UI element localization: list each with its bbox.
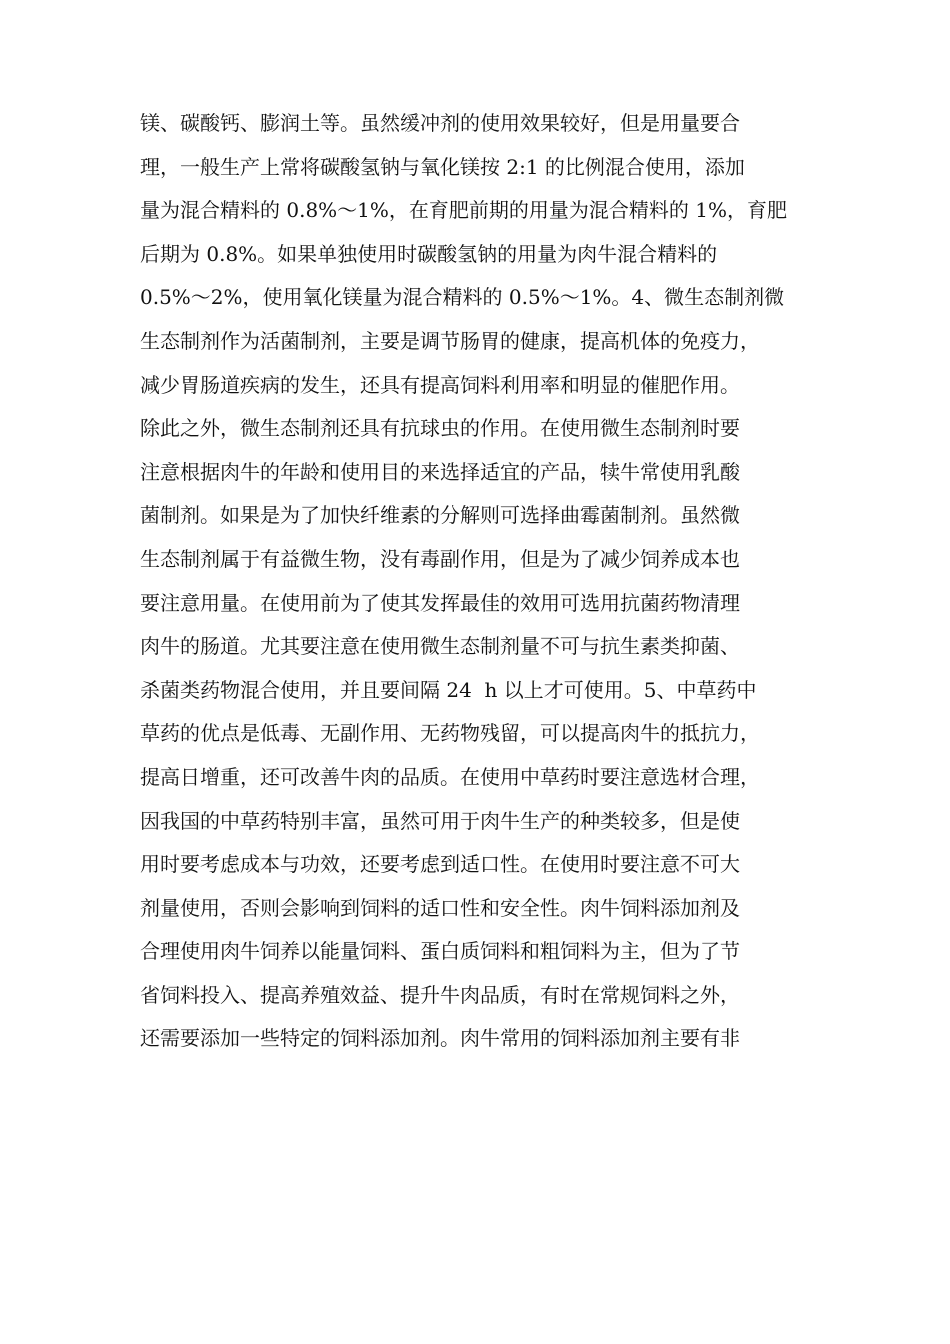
text-line: 省饲料投入、提高养殖效益、提升牛肉品质，有时在常规饲料之外，	[140, 982, 740, 1007]
text-line: 量为混合精料的 0.8%～1%，在育肥前期的用量为混合精料的 1%，育肥	[140, 198, 787, 223]
text-line: 杀菌类药物混合使用，并且要间隔 24 h 以上才可使用。5、中草药中	[140, 677, 757, 702]
text-line: 注意根据肉牛的年龄和使用目的来选择适宜的产品，犊牛常使用乳酸	[140, 459, 740, 484]
text-line: 肉牛的肠道。尤其要注意在使用微生态制剂量不可与抗生素类抑菌、	[140, 634, 740, 659]
text-line: 除此之外，微生态制剂还具有抗球虫的作用。在使用微生态制剂时要	[140, 416, 740, 441]
text-line: 0.5%～2%，使用氧化镁量为混合精料的 0.5%～1%。4、微生态制剂微	[140, 285, 785, 310]
text-line: 理，一般生产上常将碳酸氢钠与氧化镁按 2:1 的比例混合使用，添加	[140, 154, 745, 179]
text-line: 还需要添加一些特定的饲料添加剂。肉牛常用的饲料添加剂主要有非	[140, 1026, 740, 1051]
text-line: 因我国的中草药特别丰富，虽然可用于肉牛生产的种类较多，但是使	[140, 808, 740, 833]
text-line: 剂量使用，否则会影响到饲料的适口性和安全性。肉牛饲料添加剂及	[140, 895, 740, 920]
text-line: 生态制剂属于有益微生物，没有毒副作用，但是为了减少饲养成本也	[140, 546, 740, 571]
text-line: 减少胃肠道疾病的发生，还具有提高饲料利用率和明显的催肥作用。	[140, 372, 740, 397]
text-line: 后期为 0.8%。如果单独使用时碳酸氢钠的用量为肉牛混合精料的	[140, 241, 718, 266]
text-line: 生态制剂作为活菌制剂，主要是调节肠胃的健康，提高机体的免疫力，	[140, 328, 760, 353]
body-text	[140, 102, 840, 1061]
text-line: 合理使用肉牛饲养以能量饲料、蛋白质饲料和粗饲料为主，但为了节	[140, 939, 740, 964]
text-line: 镁、碳酸钙、膨润土等。虽然缓冲剂的使用效果较好，但是用量要合	[140, 111, 740, 135]
text-line: 草药的优点是低毒、无副作用、无药物残留，可以提高肉牛的抵抗力，	[140, 721, 760, 746]
text-line: 用时要考虑成本与功效，还要考虑到适口性。在使用时要注意不可大	[140, 852, 740, 877]
text-line: 菌制剂。如果是为了加快纤维素的分解则可选择曲霉菌制剂。虽然微	[140, 503, 740, 528]
text-line: 提高日增重，还可改善牛肉的品质。在使用中草药时要注意选材合理，	[140, 764, 760, 789]
text-line: 要注意用量。在使用前为了使其发挥最佳的效用可选用抗菌药物清理	[140, 590, 740, 615]
